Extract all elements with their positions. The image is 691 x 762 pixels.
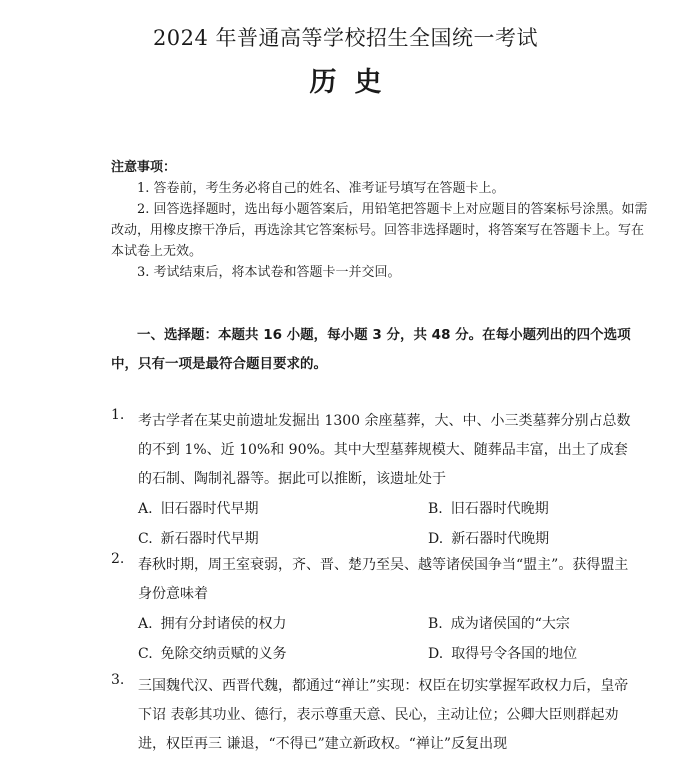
option-text: 取得号令各国的地位 <box>451 646 578 662</box>
notice-item: 1. 答卷前，考生务必将自己的姓名、准考证号填写在答题卡上。 <box>137 181 505 196</box>
option-a <box>138 609 428 639</box>
option-text: 免除交纳贡赋的义务 <box>160 646 287 662</box>
option-letter: C. <box>138 531 153 547</box>
question-options <box>111 494 631 554</box>
question-2 <box>111 551 631 669</box>
question-stem <box>111 551 631 609</box>
notice-item: 3. 考试结束后，将本试卷和答题卡一并交回。 <box>137 265 401 280</box>
option-d <box>428 524 658 554</box>
question-3 <box>111 672 631 759</box>
question-number: 1. <box>111 407 125 423</box>
option-text: 拥有分封诸侯的权力 <box>160 616 287 632</box>
option-letter: D. <box>428 531 444 547</box>
option-letter: B. <box>428 616 443 632</box>
question-stem <box>111 407 631 494</box>
notice-block <box>111 157 651 283</box>
option-b <box>428 609 658 639</box>
option-letter: A. <box>138 501 153 517</box>
question-number: 3. <box>111 672 125 688</box>
question-text: 三国魏代汉、西晋代魏，都通过“禅让”实现：权臣在切实掌握军政权力后，皇帝下诏 表彰其功业、德行，表示尊重天意、民心，主动让位；公卿大臣则群起劝进，权臣再三 谦退，“不得已”建立新政权。“禅让”反复出现 <box>138 678 629 752</box>
question-options <box>111 609 631 669</box>
question-text: 考古学者在某史前遗址发掘出 1300 余座墓葬，大、中、小三类墓葬分别占总数的不到 1%、近 10%和 90%。其中大型墓葬规模大、随葬品丰富，出土了成套的石制、陶制礼器等。据此可以推断，该遗址处于 <box>138 413 631 487</box>
option-letter: D. <box>428 646 444 662</box>
notice-heading: 注意事项： <box>111 160 177 175</box>
exam-title: 2024 年普通高等学校招生全国统一考试 <box>152 26 539 50</box>
option-letter: A. <box>138 616 153 632</box>
question-number: 2. <box>111 551 125 567</box>
option-text: 新石器时代早期 <box>160 531 259 547</box>
option-d <box>428 639 658 669</box>
option-text: 旧石器时代晚期 <box>450 501 549 517</box>
notice-item: 2. 回答选择题时，选出每小题答案后，用铅笔把答题卡上对应题目的答案标号涂黑。如需改动，用橡皮擦干净后，再选涂其它答案标号。回答非选择题时，将答案写在答题卡上。写在本试卷上无效。 <box>111 202 648 259</box>
option-text: 成为诸侯国的“大宗 <box>450 616 570 632</box>
option-text: 新石器时代晚期 <box>451 531 550 547</box>
option-c <box>138 639 428 669</box>
question-text: 春秋时期，周王室衰弱，齐、晋、楚乃至吴、越等诸侯国争当“盟主”。获得盟主身份意味着 <box>138 557 629 602</box>
option-letter: B. <box>428 501 443 517</box>
option-b <box>428 494 658 524</box>
option-c <box>138 524 428 554</box>
option-text: 旧石器时代早期 <box>160 501 259 517</box>
section-instruction: 一、选择题：本题共 16 小题，每小题 3 分，共 48 分。在每小题列出的四个选项中，只有一项是最符合题目要求的。 <box>111 327 631 372</box>
option-letter: C. <box>138 646 153 662</box>
option-a <box>138 494 428 524</box>
question-stem <box>111 672 631 759</box>
question-1 <box>111 407 631 554</box>
subject-title: 历史 <box>309 67 400 98</box>
